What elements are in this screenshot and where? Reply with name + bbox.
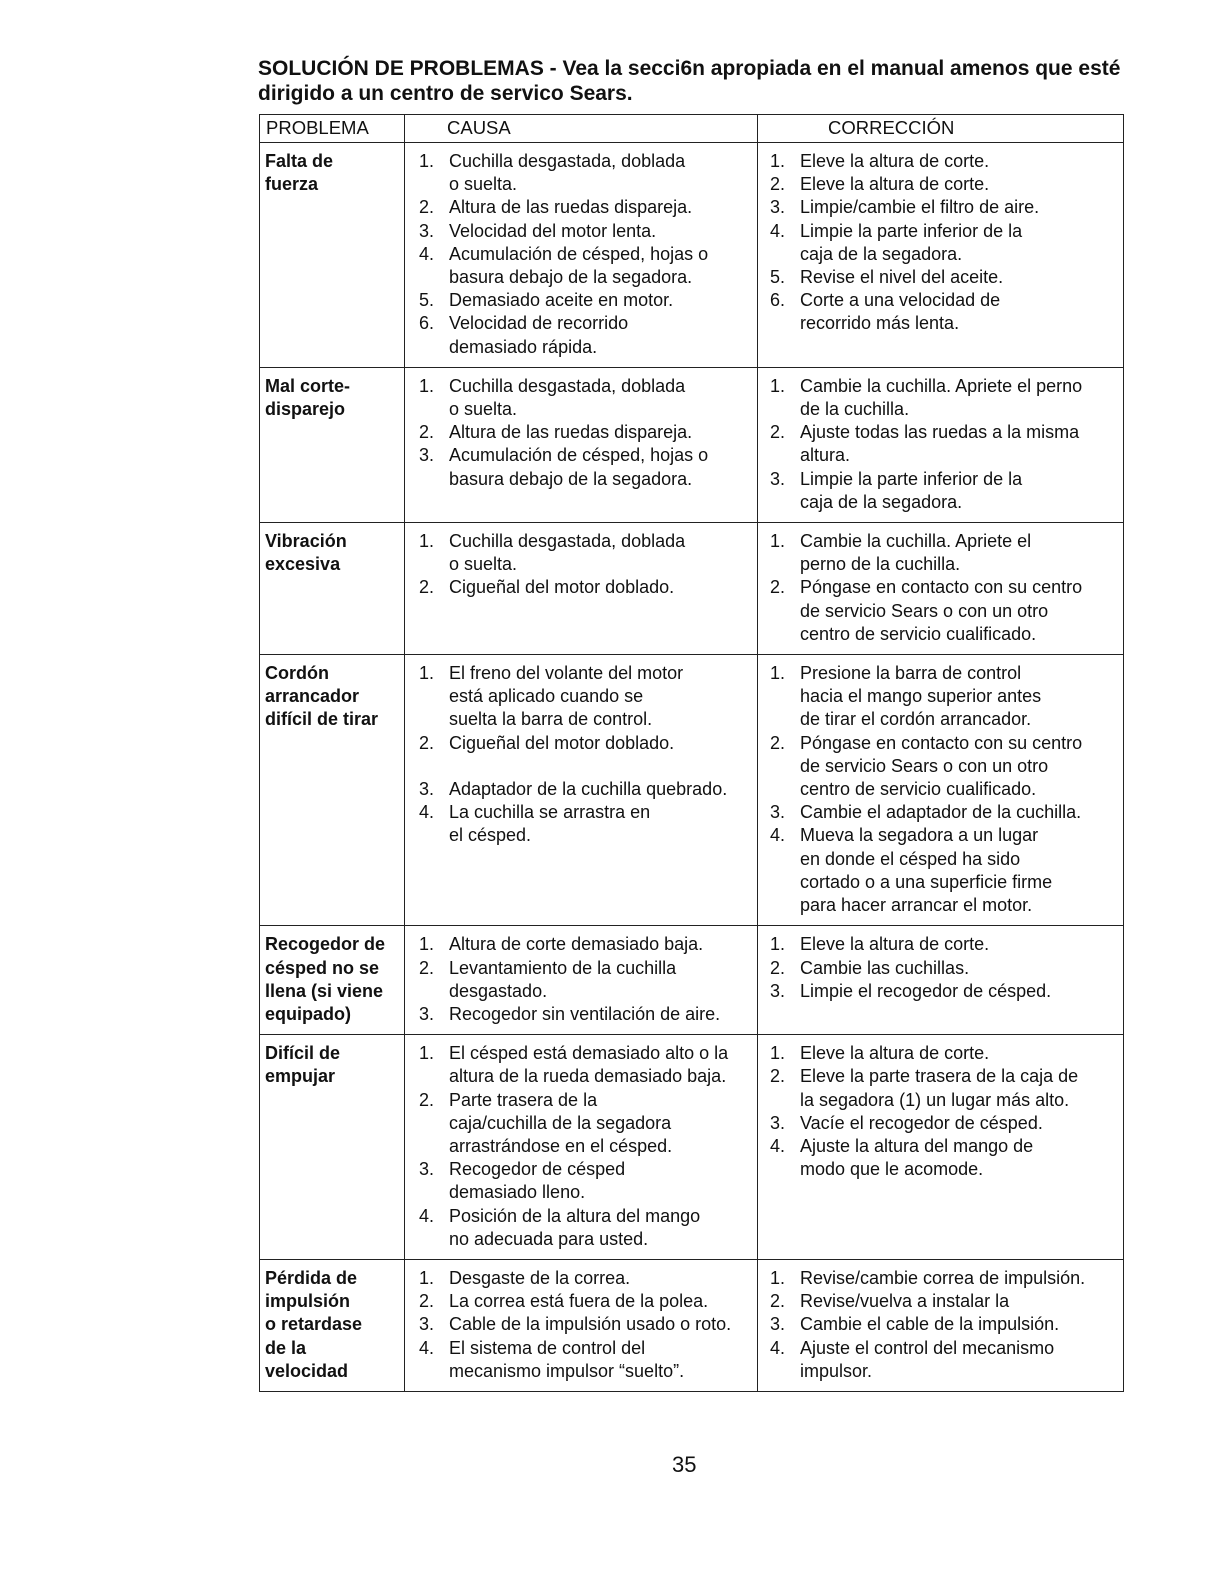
correction-text: Eleve la altura de corte.: [800, 151, 990, 171]
cause-text: Altura de las ruedas dispareja.: [449, 422, 693, 443]
correction-number: 2.: [770, 577, 786, 598]
correction-item: [764, 196, 1117, 219]
cause-cell: [405, 143, 758, 368]
table-row: [260, 523, 1124, 655]
cause-number: 3.: [419, 1314, 435, 1335]
cause-number: 4.: [419, 243, 435, 264]
correction-text: Cambie la cuchilla. Apriete el perno de la cuchilla.: [800, 531, 1032, 575]
cause-text: Acumulación de césped, hojas o basura debajo de la segadora.: [449, 243, 709, 288]
correction-item: [764, 375, 1117, 421]
correction-item: [764, 220, 1117, 266]
correction-number: 1.: [770, 531, 786, 552]
cause-text: Cuchilla desgastada, doblada o suelta.: [449, 151, 686, 195]
cause-number: 1.: [419, 375, 435, 396]
correction-number: 1.: [770, 375, 786, 396]
cause-number: 1.: [419, 151, 435, 171]
cause-number: 2.: [419, 197, 435, 218]
cause-number: 2.: [419, 1291, 435, 1312]
cause-number: 2.: [419, 577, 435, 598]
cause-number: 6.: [419, 313, 435, 334]
correction-cell: [758, 367, 1124, 522]
correction-item: [764, 662, 1117, 732]
correction-item: [764, 1267, 1117, 1290]
cause-cell: [405, 1259, 758, 1391]
correction-item: [764, 421, 1117, 467]
correction-text: Vacíe el recogedor de césped.: [800, 1112, 1043, 1133]
cause-item: [411, 312, 751, 358]
correction-text: Mueva la segadora a un lugar en donde el césped ha sido cortado o a una superficie firme para hacer arrancar el motor.: [800, 825, 1053, 916]
problem-label: Mal corte- disparejo: [265, 375, 351, 420]
cause-text: El sistema de control del mecanismo impulsor “suelto”.: [449, 1337, 685, 1381]
cause-item: [411, 444, 751, 490]
correction-item: [764, 576, 1117, 646]
correction-number: 4.: [770, 825, 786, 846]
correction-text: Eleve la altura de corte.: [800, 1043, 990, 1064]
cause-text: Demasiado aceite en motor.: [449, 290, 674, 311]
cause-text: La correa está fuera de la polea.: [449, 1291, 709, 1312]
problem-cell: [260, 926, 405, 1035]
correction-text: Ajuste todas las ruedas a la misma altura.: [800, 422, 1080, 466]
correction-number: 1.: [770, 934, 786, 955]
cause-number: 3.: [419, 1159, 435, 1180]
cause-cell: [405, 926, 758, 1035]
cause-number: 4.: [419, 1337, 435, 1358]
cause-text: Altura de las ruedas dispareja.: [449, 197, 693, 218]
correction-number: 3.: [770, 1314, 786, 1335]
cause-text: Velocidad de recorrido demasiado rápida.: [449, 313, 629, 357]
correction-cell: [758, 1035, 1124, 1260]
correction-number: 2.: [770, 174, 786, 195]
table-row: [260, 926, 1124, 1035]
correction-text: Limpie el recogedor de césped.: [800, 980, 1052, 1001]
correction-text: Cambie el adaptador de la cuchilla.: [800, 802, 1082, 823]
correction-number: 6.: [770, 290, 786, 311]
correction-item: [764, 530, 1117, 576]
cause-item: [411, 662, 751, 732]
cause-item: [411, 801, 751, 847]
cause-number: 5.: [419, 290, 435, 311]
correction-number: 3.: [770, 197, 786, 218]
cause-item: [411, 1158, 751, 1204]
correction-cell: [758, 523, 1124, 655]
correction-item: [764, 1112, 1117, 1135]
correction-number: 2.: [770, 1291, 786, 1312]
table-row: [260, 655, 1124, 926]
correction-item: [764, 150, 1117, 173]
correction-text: Póngase en contacto con su centro de servicio Sears o con un otro centro de servicio cualificado.: [800, 732, 1083, 800]
cause-item: [411, 1205, 751, 1251]
problem-cell: [260, 367, 405, 522]
correction-text: Póngase en contacto con su centro de servicio Sears o con un otro centro de servicio cualificado.: [800, 577, 1083, 644]
correction-number: 2.: [770, 422, 786, 443]
correction-number: 3.: [770, 468, 786, 489]
problem-label: Difícil de empujar: [265, 1043, 341, 1087]
cause-number: 3.: [419, 779, 435, 800]
correction-text: Revise/vuelva a instalar la: [800, 1291, 1010, 1312]
correction-number: 3.: [770, 802, 786, 823]
correction-text: Cambie las cuchillas.: [800, 957, 970, 978]
correction-text: Eleve la altura de corte.: [800, 934, 990, 955]
cause-item: [411, 1267, 751, 1290]
cause-item: [411, 243, 751, 289]
cause-number: 1.: [419, 663, 435, 684]
cause-text: Cigueñal del motor doblado.: [449, 577, 675, 598]
correction-item: [764, 732, 1117, 802]
cause-text: Altura de corte demasiado baja.: [449, 934, 704, 955]
cause-item: [411, 150, 751, 196]
cause-item: [411, 1089, 751, 1159]
correction-item: [764, 1337, 1117, 1383]
correction-item: [764, 980, 1117, 1003]
table-row: [260, 1259, 1124, 1391]
cause-cell: [405, 655, 758, 926]
cause-item: [411, 1313, 751, 1336]
correction-text: Corte a una velocidad de recorrido más lenta.: [800, 290, 1001, 334]
correction-text: Eleve la parte trasera de la caja de la segadora (1) un lugar más alto.: [800, 1066, 1079, 1110]
correction-number: 4.: [770, 1135, 786, 1156]
correction-cell: [758, 926, 1124, 1035]
correction-item: [764, 289, 1117, 335]
correction-number: 5.: [770, 267, 786, 288]
cause-text: El césped está demasiado alto o la altura de la rueda demasiado baja.: [449, 1043, 729, 1087]
correction-item: [764, 801, 1117, 824]
cause-cell: [405, 367, 758, 522]
cause-item: [411, 421, 751, 444]
cause-item: [411, 220, 751, 243]
cause-item: [411, 375, 751, 421]
cause-text: Cigueñal del motor doblado.: [449, 732, 675, 753]
problem-label: Recogedor de césped no se llena (si viene equipado): [265, 934, 386, 1024]
cause-text: Adaptador de la cuchilla quebrado.: [449, 779, 728, 800]
correction-cell: [758, 143, 1124, 368]
cause-item: [411, 1042, 751, 1088]
header-correction: CORRECCIÓN: [758, 115, 1124, 143]
cause-text: Acumulación de césped, hojas o basura debajo de la segadora.: [449, 445, 709, 489]
cause-item: [411, 289, 751, 312]
correction-number: 1.: [770, 1267, 786, 1288]
troubleshooting-table: [259, 114, 1124, 1392]
correction-text: Ajuste la altura del mango de modo que le acomode.: [800, 1135, 1034, 1180]
cause-text: La cuchilla se arrastra en el césped.: [449, 802, 651, 846]
problem-cell: [260, 655, 405, 926]
correction-item: [764, 266, 1117, 289]
cause-cell: [405, 523, 758, 655]
table-row: [260, 367, 1124, 522]
correction-text: Ajuste el control del mecanismo impulsor.: [800, 1337, 1055, 1381]
cause-text: Levantamiento de la cuchilla desgastado.: [449, 957, 677, 1001]
problem-cell: [260, 143, 405, 368]
correction-cell: [758, 655, 1124, 926]
correction-number: 3.: [770, 1112, 786, 1133]
cause-text: Velocidad del motor lenta.: [449, 220, 657, 241]
cause-item: [411, 732, 751, 778]
cause-item: [411, 778, 751, 801]
problem-label: Cordón arrancador difícil de tirar: [265, 663, 379, 730]
correction-item: [764, 1065, 1117, 1111]
correction-text: Revise el nivel del aceite.: [800, 267, 1004, 288]
problem-label: Vibración excesiva: [265, 531, 347, 575]
cause-number: 1.: [419, 934, 435, 955]
correction-item: [764, 468, 1117, 514]
cause-item: [411, 957, 751, 1003]
correction-item: [764, 1290, 1117, 1313]
problem-cell: [260, 523, 405, 655]
cause-item: [411, 1337, 751, 1383]
problem-label: Falta de fuerza: [265, 151, 334, 195]
cause-number: 3.: [419, 445, 435, 466]
cause-text: Desgaste de la correa.: [449, 1267, 631, 1288]
correction-number: 3.: [770, 980, 786, 1001]
correction-text: Eleve la altura de corte.: [800, 174, 990, 195]
correction-text: Revise/cambie correa de impulsión.: [800, 1267, 1086, 1288]
table-row: [260, 143, 1124, 368]
table-header-row: [260, 115, 1124, 143]
cause-number: 2.: [419, 957, 435, 978]
cause-text: Posición de la altura del mango no adecuada para usted.: [449, 1205, 701, 1249]
cause-number: 3.: [419, 1003, 435, 1024]
cause-cell: [405, 1035, 758, 1260]
cause-item: [411, 530, 751, 576]
cause-text: Cuchilla desgastada, doblada o suelta.: [449, 375, 686, 420]
cause-item: [411, 576, 751, 599]
correction-item: [764, 824, 1117, 917]
correction-number: 2.: [770, 732, 786, 753]
page-number: 35: [672, 1452, 697, 1477]
cause-number: 4.: [419, 1205, 435, 1226]
header-cause: CAUSA: [405, 115, 758, 143]
correction-number: 4.: [770, 220, 786, 241]
cause-item: [411, 1003, 751, 1026]
correction-number: 2.: [770, 1066, 786, 1087]
cause-number: 4.: [419, 802, 435, 823]
correction-cell: [758, 1259, 1124, 1391]
page-heading: SOLUCIÓN DE PROBLEMAS - Vea la secci6n apropiada en el manual amenos que esté dirigido a un centro de servico Sears.: [258, 57, 1121, 105]
correction-text: Presione la barra de control hacia el mango superior antes de tirar el cordón arrancador.: [800, 663, 1042, 730]
correction-text: Limpie la parte inferior de la caja de la segadora.: [800, 468, 1023, 512]
cause-item: [411, 1290, 751, 1313]
cause-text: Cuchilla desgastada, doblada o suelta.: [449, 531, 686, 575]
correction-item: [764, 1042, 1117, 1065]
cause-number: 2.: [419, 422, 435, 443]
cause-number: 2.: [419, 1089, 435, 1110]
correction-number: 2.: [770, 957, 786, 978]
correction-item: [764, 1313, 1117, 1336]
correction-item: [764, 173, 1117, 196]
cause-number: 1.: [419, 531, 435, 552]
correction-number: 4.: [770, 1337, 786, 1358]
cause-item: [411, 196, 751, 219]
table-row: [260, 1035, 1124, 1260]
cause-text: Cable de la impulsión usado o roto.: [449, 1314, 732, 1335]
correction-item: [764, 957, 1117, 980]
correction-text: Cambie el cable de la impulsión.: [800, 1314, 1060, 1335]
correction-number: 1.: [770, 663, 786, 684]
problem-label: Pérdida de impulsión o retardase de la velocidad: [265, 1267, 363, 1381]
correction-text: Limpie la parte inferior de la caja de la segadora.: [800, 220, 1023, 264]
correction-item: [764, 933, 1117, 956]
cause-text: Recogedor de césped demasiado lleno.: [449, 1159, 626, 1203]
correction-text: Limpie/cambie el filtro de aire.: [800, 197, 1040, 218]
cause-item: [411, 933, 751, 956]
correction-item: [764, 1135, 1117, 1181]
cause-number: 3.: [419, 220, 435, 241]
correction-number: 1.: [770, 151, 786, 171]
problem-cell: [260, 1035, 405, 1260]
cause-number: 1.: [419, 1043, 435, 1064]
cause-number: 1.: [419, 1267, 435, 1288]
correction-text: Cambie la cuchilla. Apriete el perno de la cuchilla.: [800, 375, 1083, 420]
cause-text: Parte trasera de la caja/cuchilla de la segadora arrastrándose en el césped.: [449, 1089, 673, 1156]
correction-number: 1.: [770, 1043, 786, 1064]
cause-number: 2.: [419, 732, 435, 753]
header-problem: PROBLEMA: [260, 115, 405, 143]
cause-text: El freno del volante del motor está aplicado cuando se suelta la barra de control.: [449, 663, 684, 730]
cause-text: Recogedor sin ventilación de aire.: [449, 1003, 721, 1024]
problem-cell: [260, 1259, 405, 1391]
